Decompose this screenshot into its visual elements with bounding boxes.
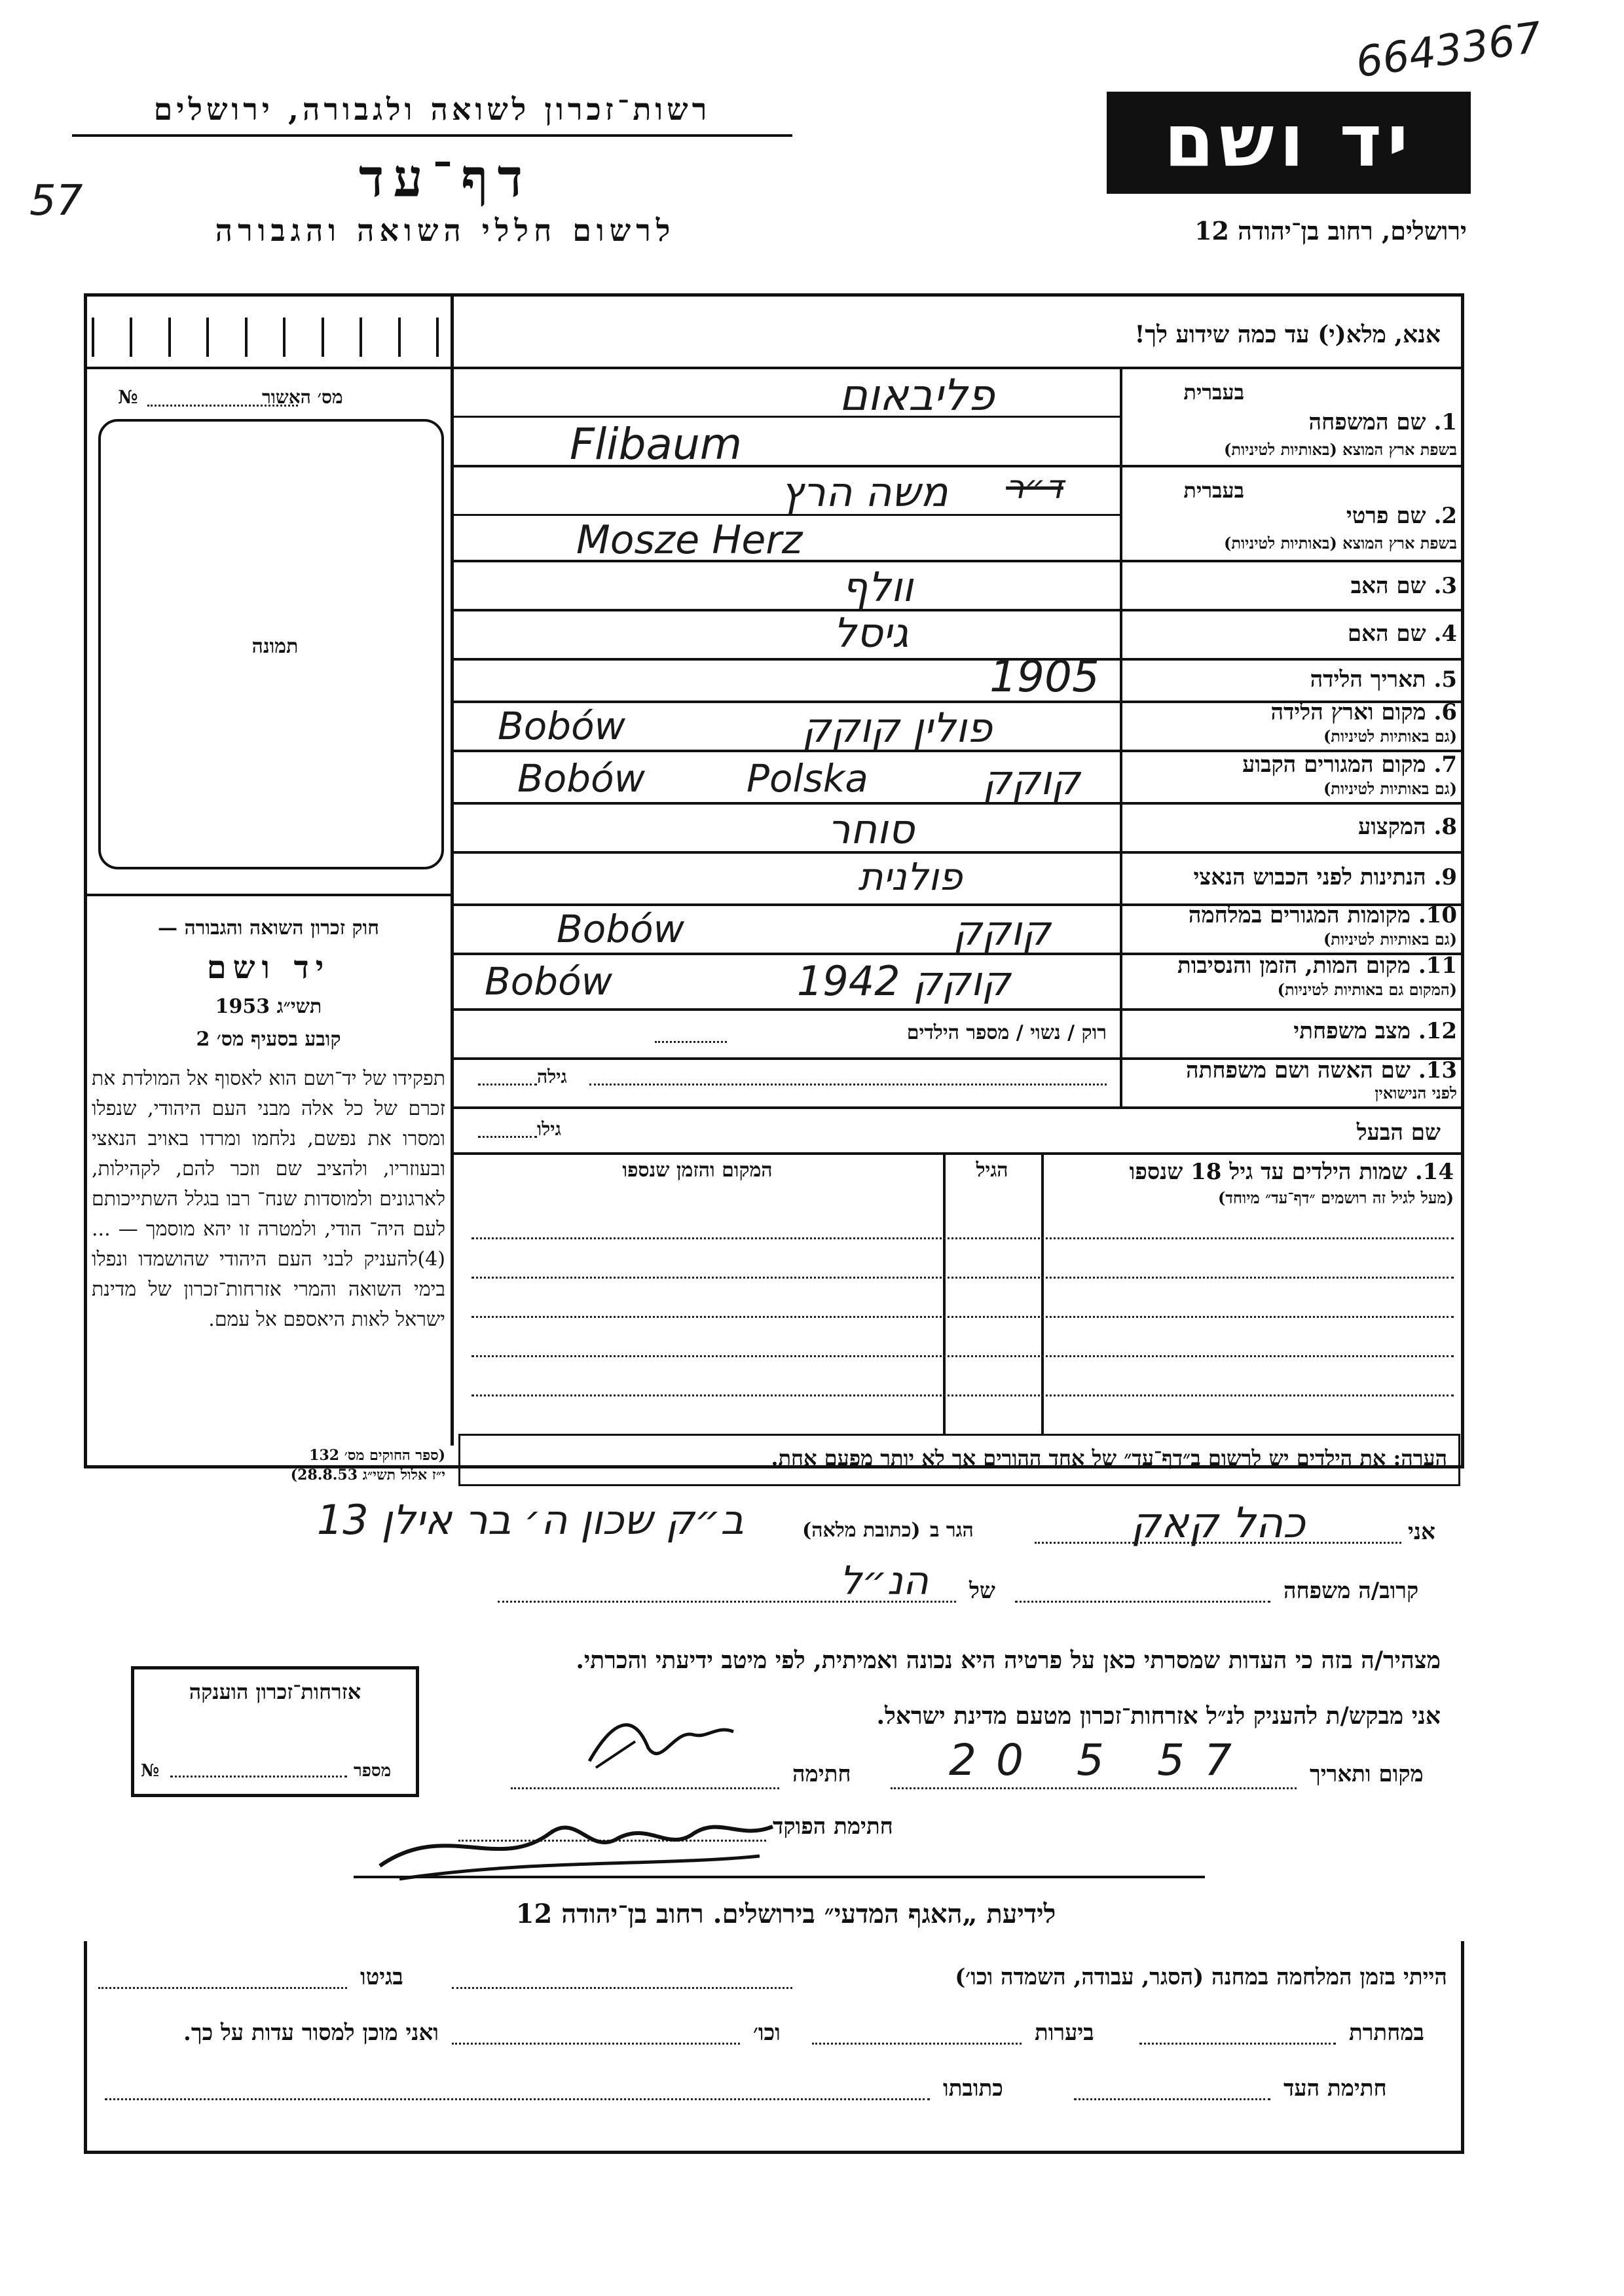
law-panel-rule xyxy=(84,894,454,896)
children-label-text: שמות הילדים עד גיל 18 שנספו xyxy=(1129,1159,1407,1185)
field-6-label xyxy=(1126,699,1457,725)
declarant-address-input[interactable]: ב״ק שכון ה׳ בר אילן 13 xyxy=(316,1496,745,1544)
certificate-title: אזרחות־זכרון הוענקה xyxy=(189,1679,361,1704)
field-5-number: 5. xyxy=(1433,666,1457,693)
declaration-text: מצהיר/ה בזה כי העדות שמסרתי כאן על פרטיה היא נכונה ואמיתית, לפי מיטב ידיעתי והכרתי. xyxy=(576,1647,1441,1674)
field-7-note: (גם באותיות לטיניות) xyxy=(1323,779,1457,798)
child-row[interactable] xyxy=(471,1316,1454,1318)
child-row[interactable] xyxy=(471,1394,1454,1396)
signature-label: חתימה xyxy=(792,1761,851,1787)
law-text: תפקידו של יד־ושם הוא לאסוף אל המולדת את זכרם של כל אלה מבני העם היהודי, שנפלו ומסרו את נפשם, נלחמו ומרדו באויב הנאצי ובעוזריו, ולהציב שם וזכר להם, לקהילות, לארגונים ולמוסדות שנח־ רבו בגלל השתייכותם לעם היה־ הודי, ולמטרה זו יהא מוסמך — ...(4)להעניק לבני העם היהודי שהושמדו ונפלו בימי השואה והמרי אזרחות־זכרון של מדינת ישראל לאות היאספם אל עמם. xyxy=(92,1067,445,1331)
place-date-label: מקום ותאריך xyxy=(1310,1761,1424,1787)
field-12-label xyxy=(1126,1018,1457,1044)
residence-country-input[interactable]: Polska xyxy=(747,756,868,801)
form-subtitle: לרשום חללי השואה והגבורה xyxy=(215,213,676,248)
declarant-address-label: (כתובת מלאה) xyxy=(802,1519,921,1542)
declarant-ani: אני xyxy=(1408,1519,1435,1545)
field-9-label-text: הנתינות לפני הכבוש הנאצי xyxy=(1193,864,1426,890)
residence-latin-input[interactable]: Bobów xyxy=(517,756,646,801)
field-11-number: 11. xyxy=(1418,953,1457,979)
children-note: (מעל לגיל זה רושמים ״דף־עד״ מיוחד) xyxy=(1217,1188,1454,1207)
first-name-latin-input[interactable]: Mosze Herz xyxy=(576,517,803,563)
law-clause: קובע בסעיף מס׳ 2 xyxy=(196,1028,341,1051)
remark-text: הערה: את הילדים יש לרשום ב״דף־עד״ של אחד ההורים אך לא יותר מפעם אחת. xyxy=(771,1446,1447,1470)
husband-label: שם הבעל xyxy=(1356,1120,1441,1146)
child-row[interactable] xyxy=(471,1355,1454,1357)
field-9-number: 9. xyxy=(1433,864,1457,890)
approval-label: מס׳ האשור xyxy=(262,386,343,408)
field-1-latin-tag: בשפת ארץ המוצא (באותיות לטיניות) xyxy=(1224,440,1457,459)
footer-ghetto-label: בגיטו xyxy=(360,1964,403,1990)
witness-address-field[interactable] xyxy=(105,2098,930,2100)
field-13-label xyxy=(1126,1057,1457,1084)
husband-age-field[interactable] xyxy=(478,1136,537,1138)
field-9-label xyxy=(1126,864,1457,890)
mother-name-input[interactable]: גיסל xyxy=(833,609,909,657)
field-11-label-text: מקום המות, הזמן והנסיבות xyxy=(1177,953,1411,979)
field-11-note: (המקום גם באותיות לטיניות) xyxy=(1277,980,1457,999)
children-place-header: המקום והזמן שנספו xyxy=(622,1159,773,1182)
approval-no: № xyxy=(118,386,138,408)
field-3-label xyxy=(1126,573,1457,599)
field-2-label-text: שם פרטי xyxy=(1346,503,1426,529)
family-name-latin-input[interactable]: Flibaum xyxy=(570,419,743,469)
wartime-residence-hebrew-input[interactable]: קוקק xyxy=(953,907,1051,955)
child-row[interactable] xyxy=(471,1237,1454,1239)
children-col-divider xyxy=(1041,1152,1044,1434)
children-count-field[interactable] xyxy=(655,1041,727,1043)
field-13-label-text: שם האשה ושם משפחתה xyxy=(1186,1057,1411,1084)
top-row-rule xyxy=(84,367,1464,369)
authority-title: רשות־זכרון לשואה ולגבורה, ירושלים xyxy=(153,92,711,127)
certificate-number-label: מספר xyxy=(354,1761,392,1781)
field-1-label xyxy=(1126,409,1457,435)
field-4-number: 4. xyxy=(1433,621,1457,647)
death-place-latin-input[interactable]: Bobów xyxy=(485,959,613,1004)
nationality-input[interactable]: פולנית xyxy=(858,854,963,899)
field-1-label-text: שם המשפחה xyxy=(1308,409,1426,435)
law-footnote-2: י״ז אלול תשי״ג 28.8.53) xyxy=(290,1467,445,1484)
official-signature xyxy=(367,1794,786,1886)
witness-signature-field[interactable] xyxy=(1074,2098,1270,2100)
law-footnote-1: (ספר החוקים מס׳ 132 xyxy=(309,1447,445,1464)
first-name-crossed: ד״ר xyxy=(1006,468,1063,506)
certificate-number-field[interactable] xyxy=(170,1776,347,1777)
law-name: יד ושם xyxy=(206,949,331,986)
wife-age-field[interactable] xyxy=(478,1084,537,1085)
header-address: ירושלים, רחוב בן־יהודה 12 xyxy=(1194,216,1467,246)
field-13-note: לפני הנישואין xyxy=(1375,1084,1457,1102)
birth-date-input[interactable]: 1905 xyxy=(989,651,1099,702)
marital-status-options[interactable]: רוק / נשוי / מספר הילדים xyxy=(906,1021,1107,1044)
checkbox-strip xyxy=(92,318,439,357)
field-8-label xyxy=(1126,814,1457,840)
field-7-number: 7. xyxy=(1433,752,1457,778)
birth-place-hebrew-input[interactable]: פולין קוקק xyxy=(802,704,993,752)
footer-forests-label: ביערות xyxy=(1035,2020,1094,2046)
law-year-hebrew: תשי״ג xyxy=(276,995,322,1018)
footer-title: לידיעת „האגף המדעי״ בירושלים. רחוב בן־יהודה 12 xyxy=(515,1899,1056,1929)
field-1-number: 1. xyxy=(1433,409,1457,435)
signature-field[interactable] xyxy=(511,1787,779,1789)
field-7-label xyxy=(1126,752,1457,778)
declarant-signature xyxy=(576,1702,747,1781)
children-age-header: הגיל xyxy=(976,1159,1008,1182)
field-10-number: 10. xyxy=(1418,902,1457,928)
law-year-number: 1953 xyxy=(215,995,270,1018)
field-12-label-text: מצב משפחתי xyxy=(1293,1018,1411,1044)
logo-text: יד ושם xyxy=(1164,99,1414,183)
relation-field[interactable] xyxy=(1015,1601,1270,1603)
field-2-number: 2. xyxy=(1433,503,1457,529)
footer-address-label: כתובתו xyxy=(943,2075,1003,2102)
row-rule xyxy=(454,658,1464,661)
of-label: של xyxy=(969,1578,995,1604)
field-6-number: 6. xyxy=(1433,699,1457,725)
place-date-input[interactable]: 20 5 57 xyxy=(949,1735,1251,1785)
field-3-number: 3. xyxy=(1433,573,1457,599)
field-8-number: 8. xyxy=(1433,814,1457,840)
footer-witness-signature-label: חתימת העד xyxy=(1283,2075,1387,2102)
footer-willing-text: ואני מוכן למסור עדות על כך. xyxy=(183,2020,439,2046)
etc-field[interactable] xyxy=(452,2043,740,2045)
profession-input[interactable]: סוחר xyxy=(827,805,915,853)
children-col-divider xyxy=(943,1152,946,1434)
children-label xyxy=(1048,1159,1454,1185)
death-place-date-hebrew-input[interactable]: קוקק 1942 xyxy=(796,957,1011,1005)
field-7-label-text: מקום המגורים הקבוע xyxy=(1242,752,1426,778)
field-10-label xyxy=(1126,902,1457,928)
field-2-hebrew-tag: בעברית xyxy=(1183,478,1244,503)
declarant-name-line xyxy=(1035,1542,1401,1544)
residence-hebrew-input[interactable]: קוקק xyxy=(982,756,1080,804)
child-row[interactable] xyxy=(471,1277,1454,1279)
certificate-no: № xyxy=(141,1761,160,1781)
field-13-number: 13. xyxy=(1418,1057,1457,1084)
first-name-hebrew-input[interactable]: משה הרץ xyxy=(781,468,948,516)
children-number: 14. xyxy=(1414,1159,1454,1185)
instruction-text: אנא, מלא(י) עד כמה שידוע לך! xyxy=(1134,321,1441,348)
husband-age-label: גילו xyxy=(537,1118,561,1140)
children-table-top xyxy=(454,1152,1464,1155)
wife-age-label: גילה xyxy=(537,1066,567,1087)
label-column-divider xyxy=(1120,367,1122,1106)
header-rule xyxy=(72,134,792,137)
of-line xyxy=(498,1601,956,1603)
footer-rule xyxy=(354,1876,1205,1878)
row-rule xyxy=(454,1106,1464,1109)
wartime-residence-latin-input[interactable]: Bobów xyxy=(557,907,685,951)
approval-number-field[interactable] xyxy=(147,405,298,407)
footer-line1-text: הייתי בזמן המלחמה במחנה (הסגר, עבודה, השמדה וכו׳) xyxy=(955,1964,1447,1990)
forests-field[interactable] xyxy=(812,2043,1022,2045)
birth-place-latin-input[interactable]: Bobów xyxy=(498,704,626,748)
footer-underground-label: במחתרת xyxy=(1349,2020,1424,2046)
field-5-label-text: תאריך הלידה xyxy=(1310,666,1426,693)
field-6-note: (גם באותיות לטיניות) xyxy=(1323,727,1457,746)
field-10-label-text: מקומות המגורים במלחמה xyxy=(1188,902,1411,928)
footer-etc-label: וכו׳ xyxy=(753,2020,781,2046)
field-1-hebrew-tag: בעברית xyxy=(1183,380,1244,405)
of-value-input[interactable]: הנ״ל xyxy=(840,1558,929,1604)
field-4-label-text: שם האם xyxy=(1347,621,1426,647)
row-rule xyxy=(454,851,1464,854)
field-11-label xyxy=(1126,953,1457,979)
margin-number: 57 xyxy=(29,177,83,225)
field-5-label xyxy=(1126,666,1457,693)
row-rule xyxy=(454,1008,1464,1011)
form-title: דף־עד xyxy=(358,147,532,209)
yad-vashem-logo xyxy=(1107,92,1471,194)
archive-number: 6643367 xyxy=(1353,13,1545,88)
ghetto-field[interactable] xyxy=(98,1987,347,1989)
wife-name-field[interactable] xyxy=(589,1084,1107,1085)
declarant-name-input[interactable]: כהל קאק xyxy=(1131,1499,1305,1548)
camp-field[interactable] xyxy=(452,1987,792,1989)
place-date-line xyxy=(891,1787,1297,1789)
family-name-hebrew-input[interactable]: פליבאום xyxy=(839,370,995,420)
declarant-resides: הגר ב xyxy=(930,1519,974,1542)
father-name-input[interactable]: וולף xyxy=(841,563,913,611)
law-title: חוק זכרון השואה והגבורה — xyxy=(158,917,379,939)
field-10-note: (גם באותיות לטיניות) xyxy=(1323,930,1457,949)
field-3-label-text: שם האב xyxy=(1350,573,1426,599)
field-12-number: 12. xyxy=(1418,1018,1457,1044)
field-2-label xyxy=(1126,503,1457,529)
field-8-label-text: המקצוע xyxy=(1357,814,1426,840)
photo-label: תמונה xyxy=(251,635,299,658)
field-2-latin-tag: בשפת ארץ המוצא (באותיות לטיניות) xyxy=(1224,534,1457,553)
field-4-label xyxy=(1126,621,1457,647)
request-text: אני מבקש/ת להעניק לנ״ל אזרחות־זכרון מטעם מדינת ישראל. xyxy=(876,1702,1441,1730)
underground-field[interactable] xyxy=(1139,2043,1336,2045)
official-signature-label: חתימת הפוקד xyxy=(773,1813,893,1840)
field-6-label-text: מקום וארץ הלידה xyxy=(1270,699,1426,725)
relative-label: קרוב/ה משפחה xyxy=(1283,1578,1419,1604)
law-year xyxy=(92,995,445,1018)
